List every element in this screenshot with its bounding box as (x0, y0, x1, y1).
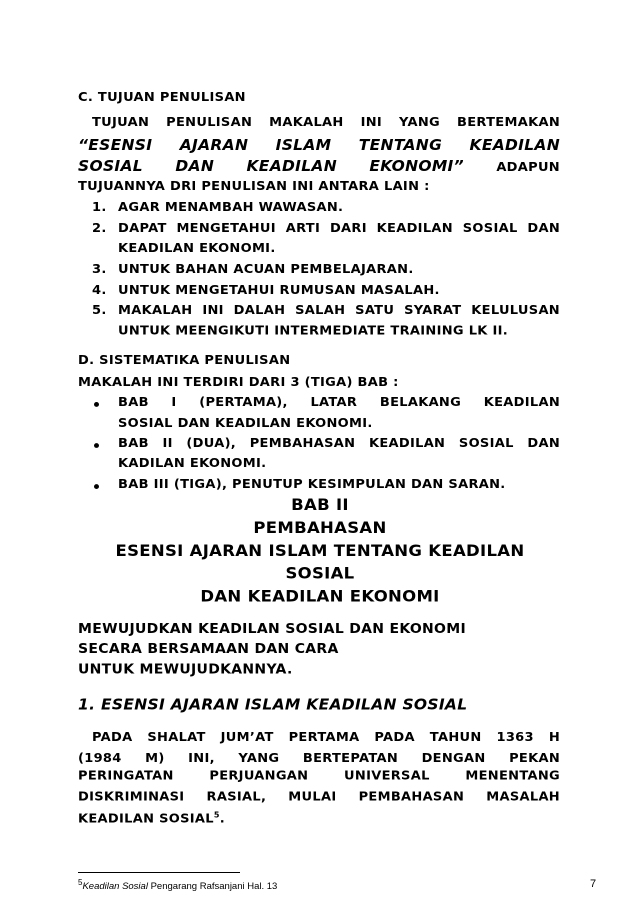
theme-word: AJARAN (179, 136, 249, 154)
footnote-title: Keadilan Sosial (82, 881, 148, 893)
list-item: UNTUK MEENGIKUTI INTERMEDIATE TRAINING LK II. (118, 323, 508, 339)
theme-line-2 (78, 158, 560, 175)
section-c-intro-line: TUJUAN PENULISAN MAKALAH INI YANG BERTEMAKAN (92, 115, 560, 130)
chapter-title: PEMBAHASAN (253, 518, 387, 537)
paragraph-period: . (219, 812, 225, 827)
theme-word: DAN (175, 157, 215, 175)
paragraph-line: PERINGATAN PERJUANGAN UNIVERSAL MENENTANG (78, 768, 560, 784)
theme-word: ADAPUN (496, 160, 560, 175)
bullet-icon (94, 443, 99, 448)
list-item: UNTUK MENGETAHUI RUMUSAN MASALAH. (118, 283, 440, 298)
list-number: 3. (92, 262, 107, 277)
section-d-intro: MAKALAH INI TERDIRI DARI 3 (TIGA) BAB : (78, 375, 399, 390)
paragraph-text: KEADILAN SOSIAL (78, 812, 214, 827)
intro-line: UNTUK MEWUJUDKANNYA. (78, 661, 293, 678)
paragraph-line: (1984 M) INI, YANG BERTEPATAN DENGAN PEKAN (78, 751, 560, 766)
section-c-heading: C. TUJUAN PENULISAN (78, 90, 246, 106)
bullet-item: BAB II (DUA), PEMBAHASAN KEADILAN SOSIAL DAN (118, 436, 560, 451)
bullet-item: BAB I (PERTAMA), LATAR BELAKANG KEADILAN (118, 395, 560, 410)
theme-word: ISLAM (275, 136, 332, 154)
list-number: 2. (92, 221, 107, 236)
chapter-number: BAB II (291, 495, 349, 514)
theme-line-1 (78, 137, 560, 154)
paragraph-line (78, 811, 225, 827)
theme-word: KEADILAN (246, 157, 337, 175)
bullet-item: KADILAN EKONOMI. (118, 456, 267, 471)
list-item: AGAR MENAMBAH WAWASAN. (118, 200, 344, 215)
list-number: 4. (92, 283, 107, 298)
section-d-heading: D. SISTEMATIKA PENULISAN (78, 353, 291, 368)
paragraph-line: PADA SHALAT JUM’AT PERTAMA PADA TAHUN 1363 H (92, 730, 560, 745)
bullet-item: SOSIAL DAN KEADILAN EKONOMI. (118, 416, 373, 431)
paragraph-line: DISKRIMINASI RASIAL, MULAI PEMBAHASAN MASALAH (78, 789, 560, 805)
list-item: MAKALAH INI DALAH SALAH SATU SYARAT KELULUSAN (118, 303, 560, 319)
theme-word: SOSIAL (78, 157, 143, 175)
intro-line: MEWUJUDKAN KEADILAN SOSIAL DAN EKONOMI (78, 621, 466, 637)
footnote-number: 5 (78, 878, 83, 887)
theme-word: EKONOMI” (369, 157, 464, 175)
footnote (78, 878, 277, 892)
chapter-subtitle: SOSIAL (285, 564, 355, 583)
section-c-intro-line: TUJUANNYA DRI PENULISAN INI ANTARA LAIN : (78, 179, 430, 194)
list-item: DAPAT MENGETAHUI ARTI DARI KEADILAN SOSIAL DAN (118, 221, 560, 236)
list-number: 1. (92, 200, 107, 215)
list-number: 5. (92, 303, 107, 319)
footnote-rule (78, 872, 240, 873)
theme-word: KEADILAN (469, 136, 560, 154)
list-item: KEADILAN EKONOMI. (118, 241, 276, 256)
bullet-icon (94, 484, 99, 489)
theme-word: “ESENSI (78, 136, 153, 154)
list-item: UNTUK BAHAN ACUAN PEMBELAJARAN. (118, 262, 414, 277)
footnote-text: Pengarang Rafsanjani Hal. 13 (147, 881, 278, 893)
chapter-subtitle: DAN KEADILAN EKONOMI (200, 587, 440, 606)
bullet-icon (94, 402, 99, 407)
bullet-item: BAB III (TIGA), PENUTUP KESIMPULAN DAN SARAN. (118, 477, 506, 492)
subsection-heading: 1. ESENSI AJARAN ISLAM KEADILAN SOSIAL (78, 696, 468, 714)
theme-word: TENTANG (358, 136, 443, 154)
chapter-subtitle: ESENSI AJARAN ISLAM TENTANG KEADILAN (115, 541, 525, 560)
footnote-reference: 5 (213, 810, 220, 820)
page-number: 7 (590, 878, 597, 890)
intro-line: SECARA BERSAMAAN DAN CARA (78, 641, 339, 658)
